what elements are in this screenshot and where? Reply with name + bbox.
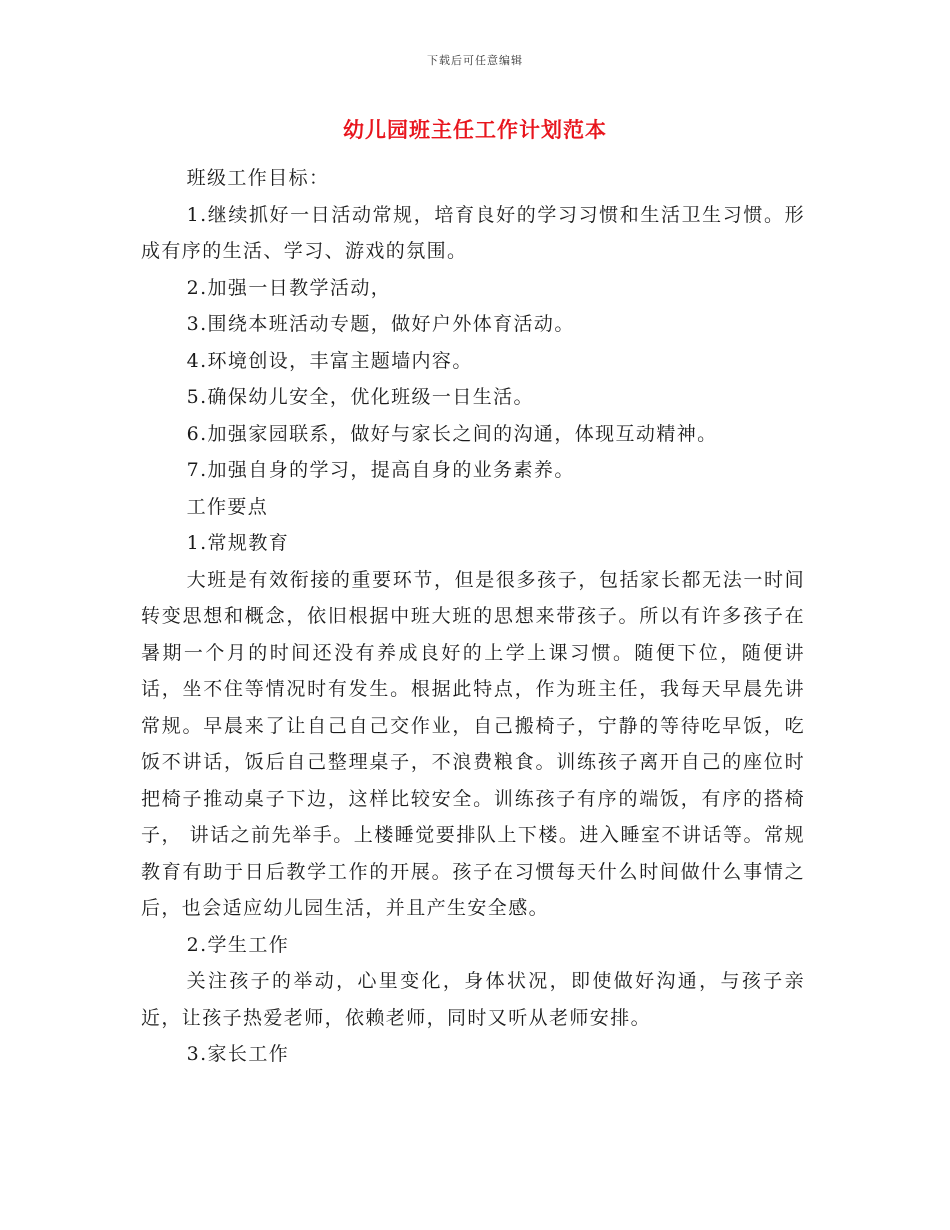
paragraph-goal-4: 4.环境创设，丰富主题墙内容。 — [186, 349, 473, 372]
paragraph-goal-5: 5.确保幼儿安全，优化班级一日生活。 — [186, 386, 534, 408]
paragraph-routine-body: 大班是有效衔接的重要环节，但是很多孩子，包括家长都无法一时间转变思想和概念，依旧根据中班大班的思想来带孩子。所以有许多孩子在暑期一个月的时间还没有养成良好的上学上课习惯。随便下位，随便讲话，坐不住等情况时有发生。根据此特点，作为班主任，我每天早晨先讲常规。早晨来了让自己自己交作业，自己搬椅子，宁静的等待吃早饭，吃饭不讲话，饭后自己整理桌子，不浪费粮食。训练孩子离开自己的座位时把椅子推动桌子下边，这样比较安全。训练孩子有序的端饭，有序的搭椅子， 讲话之前先举手。上楼睡觉要排队上下楼。进入睡室不讲话等。常规教育有助于日后教学工作的开展。孩子在习惯每天什么时间做什么事情之后，也会适应幼儿园生活，并且产生安全感。 — [141, 568, 805, 919]
header-note: 下载后可任意编辑 — [427, 54, 523, 67]
paragraph-goal-7: 7.加强自身的学习，提高自身的业务素养。 — [186, 459, 575, 481]
paragraph-key-points-heading: 工作要点 — [186, 495, 269, 518]
paragraph-routine-heading: 1.常规教育 — [186, 532, 290, 554]
paragraph-goal-1: 1.继续抓好一日活动常规，培育良好的学习习惯和生活卫生习惯。形成有序的生活、学习、游戏的氛围。 — [141, 203, 805, 262]
document-title: 幼儿园班主任工作计划范本 — [343, 117, 607, 142]
paragraph-student-body: 关注孩子的举动，心里变化，身体状况，即使做好沟通，与孩子亲近，让孩子热爱老师，依赖老师，同时又听从老师安排。 — [141, 970, 805, 1029]
paragraph-goal-3: 3.围绕本班活动专题，做好户外体育活动。 — [186, 313, 575, 335]
paragraph-goal-2: 2.加强一日教学活动， — [186, 276, 392, 299]
paragraph-parent-heading: 3.家长工作 — [186, 1043, 290, 1065]
paragraph-student-heading: 2.学生工作 — [186, 933, 290, 956]
paragraph-goals-heading: 班级工作目标： — [186, 167, 330, 189]
paragraph-goal-6: 6.加强家园联系，做好与家长之间的沟通，体现互动精神。 — [186, 422, 718, 445]
document-body — [141, 160, 805, 1073]
